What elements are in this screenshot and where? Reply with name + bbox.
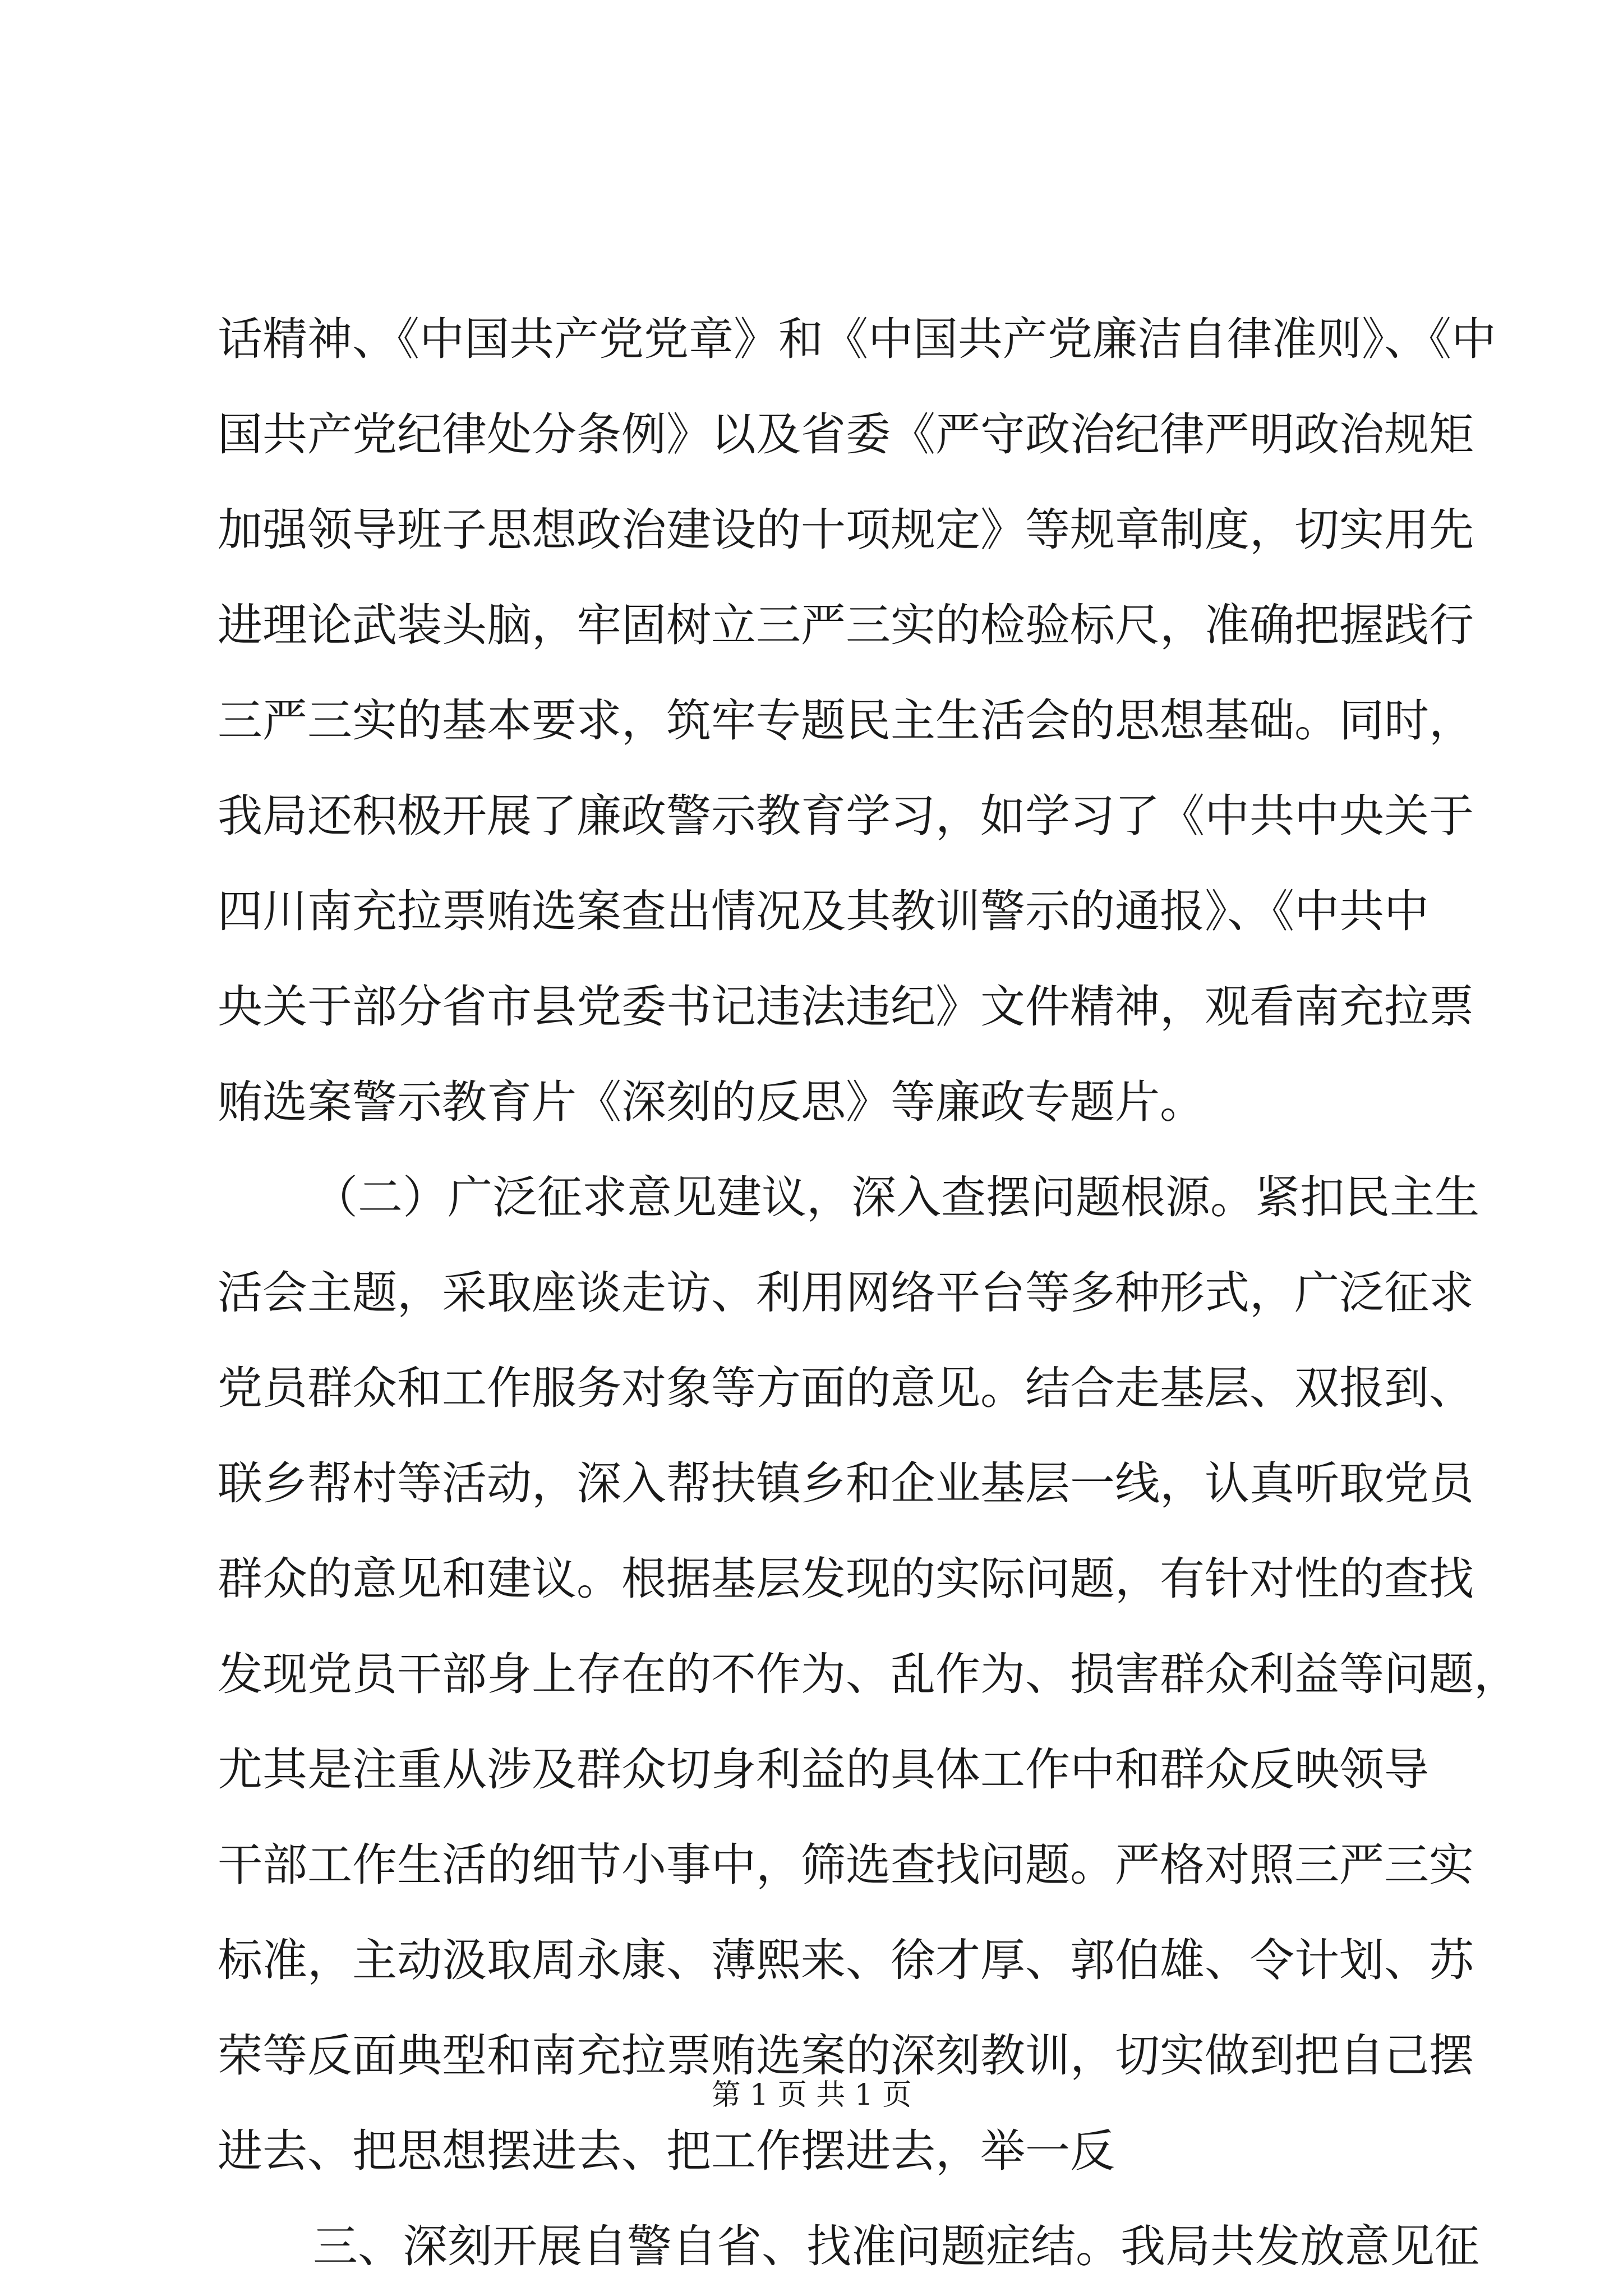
text-line: 国共产党纪律处分条例》以及省委《严守政治纪律严明政治规矩 [218, 408, 1474, 461]
text-line: 四川南充拉票贿选案查出情况及其教训警示的通报》、《中共中 [218, 885, 1429, 937]
page-footer: 第 1 页 共 1 页 [711, 2078, 912, 2112]
text-line: 三、深刻开展自警自省、找准问题症结。我局共发放意见征 [313, 2220, 1479, 2272]
text-line: 活会主题，采取座谈走访、利用网络平台等多种形式，广泛征求 [218, 1267, 1474, 1319]
text-line: 荣等反面典型和南充拉票贿选案的深刻教训，切实做到把自己摆 [218, 2030, 1474, 2082]
text-line: 标准，主动汲取周永康、薄熙来、徐才厚、郭伯雄、令计划、苏 [218, 1934, 1474, 1986]
text-line: 群众的意见和建议。根据基层发现的实际问题，有针对性的查找 [218, 1553, 1474, 1605]
text-line: 央关于部分省市县党委书记违法违纪》文件精神，观看南充拉票 [218, 981, 1474, 1033]
text-line: 党员群众和工作服务对象等方面的意见。结合走基层、双报到、 [218, 1362, 1474, 1414]
text-line: 加强领导班子思想政治建设的十项规定》等规章制度，切实用先 [218, 504, 1474, 556]
text-line: 尤其是注重从涉及群众切身利益的具体工作中和群众反映领导 [218, 1743, 1429, 1796]
text-line: （二）广泛征求意见建议，深入查摆问题根源。紧扣民主生 [313, 1171, 1479, 1223]
text-line: 联乡帮村等活动，深入帮扶镇乡和企业基层一线，认真听取党员 [218, 1457, 1474, 1510]
body-text [218, 292, 1519, 2294]
text-line: 发现党员干部身上存在的不作为、乱作为、损害群众利益等问题， [218, 1648, 1519, 1700]
text-line: 三严三实的基本要求，筑牢专题民主生活会的思想基础。同时， [218, 694, 1474, 747]
text-line: 进去、把思想摆进去、把工作摆进去，举一反 [218, 2125, 1115, 2177]
text-line: 我局还积极开展了廉政警示教育学习，如学习了《中共中央关于 [218, 790, 1474, 842]
text-line: 进理论武装头脑，牢固树立三严三实的检验标尺，准确把握践行 [218, 599, 1474, 651]
text-line: 干部工作生活的细节小事中，筛选查找问题。严格对照三严三实 [218, 1839, 1474, 1891]
text-line: 贿选案警示教育片《深刻的反思》等廉政专题片。 [218, 1076, 1205, 1128]
text-line: 话精神、《中国共产党党章》和《中国共产党廉洁自律准则》、《中 [218, 313, 1496, 365]
